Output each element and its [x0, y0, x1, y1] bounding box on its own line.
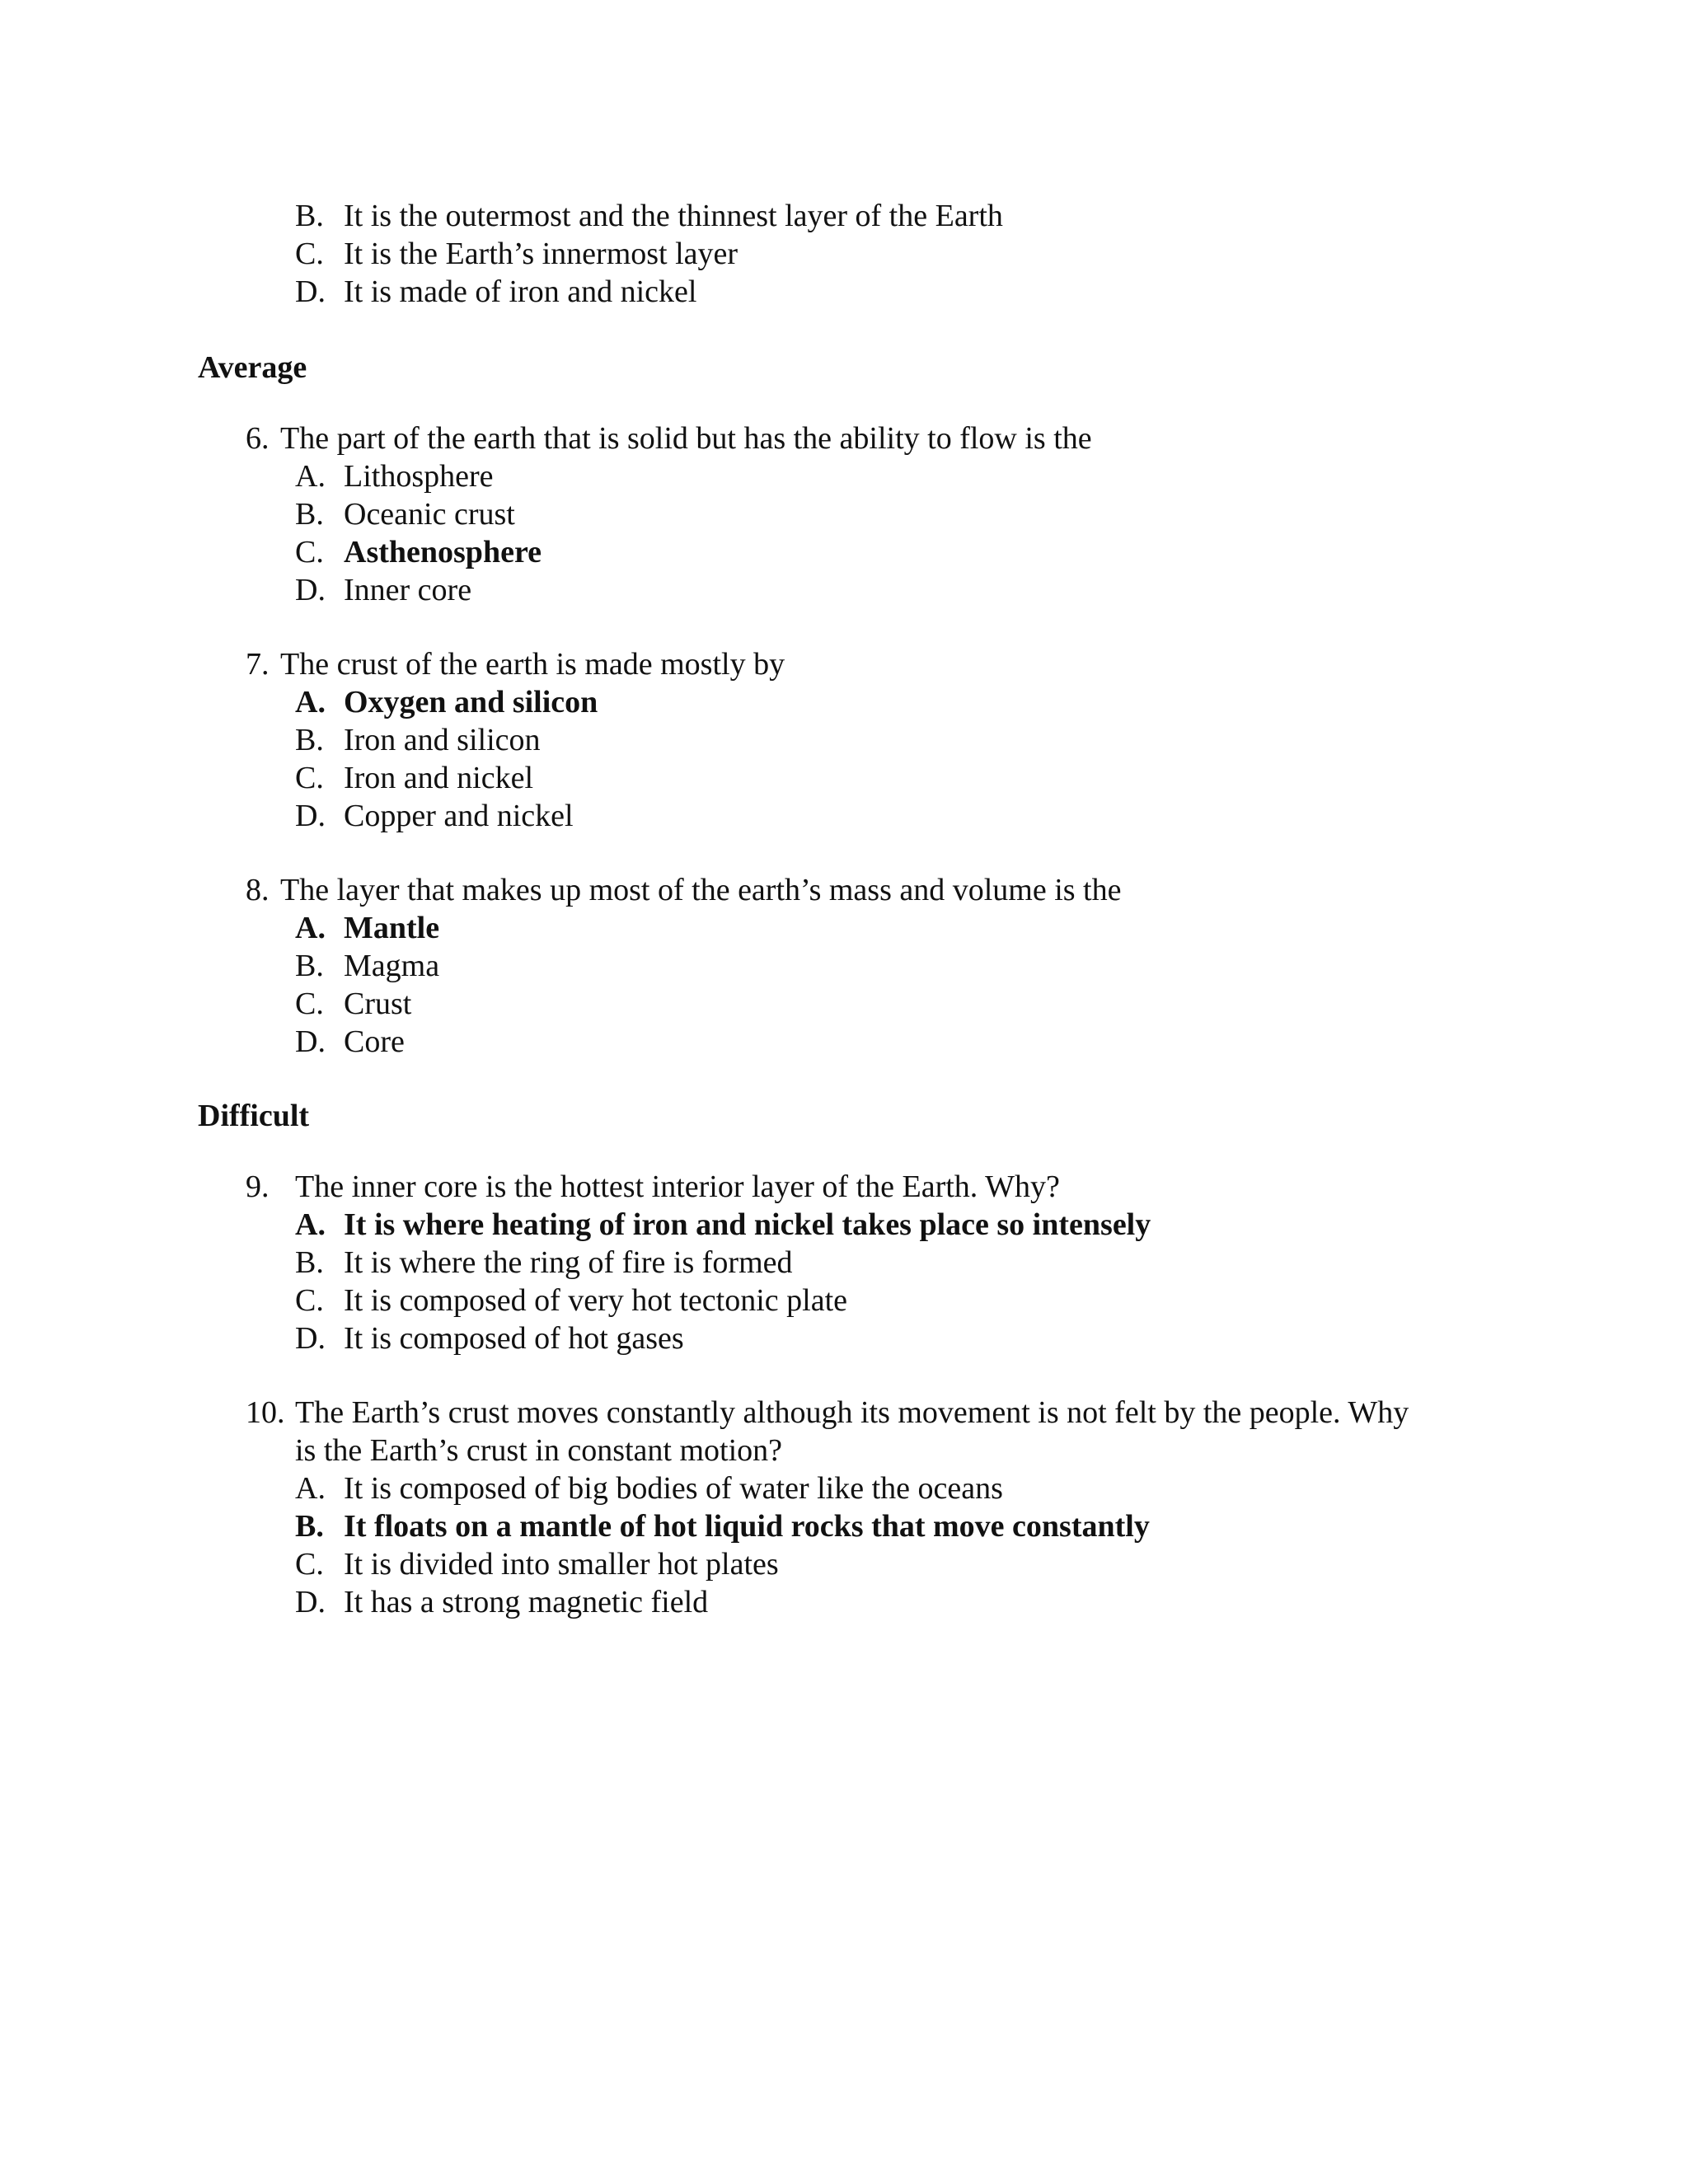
option-text: Magma [344, 949, 440, 983]
option-letter: B. [295, 723, 324, 757]
option-text: It is composed of big bodies of water like the oceans [344, 1471, 1003, 1506]
option-text: It is composed of very hot tectonic plate [344, 1283, 847, 1318]
option-letter: B. [295, 199, 324, 233]
option-letter: D. [295, 799, 326, 833]
option-letter: B. [295, 497, 324, 532]
option-text: It is the outermost and the thinnest layer of the Earth [344, 199, 1003, 233]
question-number: 10. [246, 1395, 285, 1430]
question-text: The layer that makes up most of the earth’s mass and volume is the [280, 873, 1122, 907]
option-text-correct: Oxygen and silicon [344, 685, 598, 719]
option-text: Inner core [344, 573, 472, 607]
option-letter: D. [295, 274, 326, 309]
option-letter: C. [295, 237, 324, 271]
question-text-line-1: The Earth’s crust moves constantly although its movement is not felt by the people. Why [295, 1395, 1409, 1430]
option-text-correct: It is where heating of iron and nickel takes place so intensely [344, 1207, 1151, 1242]
question-number: 8. [246, 873, 270, 907]
option-letter: A. [295, 1207, 326, 1242]
option-text-correct: It floats on a mantle of hot liquid rocks that move constantly [344, 1509, 1150, 1544]
option-letter: A. [295, 1471, 326, 1506]
question-number: 6. [246, 421, 270, 456]
option-text: It is made of iron and nickel [344, 274, 697, 309]
option-letter: C. [295, 987, 324, 1021]
option-text: It is where the ring of fire is formed [344, 1245, 793, 1280]
question-text: The inner core is the hottest interior layer of the Earth. Why? [295, 1169, 1060, 1204]
option-text: Iron and silicon [344, 723, 541, 757]
option-letter: B. [295, 1245, 324, 1280]
option-letter: A. [295, 459, 326, 494]
question-number: 9. [246, 1169, 270, 1204]
option-text: Core [344, 1024, 405, 1059]
option-text: Crust [344, 987, 412, 1021]
option-letter: B. [295, 1509, 324, 1544]
question-text: The part of the earth that is solid but has the ability to flow is the [280, 421, 1092, 456]
option-text: It is composed of hot gases [344, 1321, 684, 1356]
option-letter: D. [295, 573, 326, 607]
option-text: It is the Earth’s innermost layer [344, 237, 738, 271]
option-letter: C. [295, 1283, 324, 1318]
option-letter: C. [295, 1547, 324, 1582]
option-text: Oceanic crust [344, 497, 515, 532]
option-letter: C. [295, 535, 324, 569]
option-text: Copper and nickel [344, 799, 574, 833]
option-letter: D. [295, 1024, 326, 1059]
option-letter: A. [295, 911, 326, 945]
option-letter: C. [295, 761, 324, 795]
section-heading-average: Average [198, 350, 307, 385]
option-text: Iron and nickel [344, 761, 534, 795]
option-letter: A. [295, 685, 326, 719]
option-letter: D. [295, 1585, 326, 1619]
question-number: 7. [246, 647, 270, 682]
question-text: The crust of the earth is made mostly by [280, 647, 785, 682]
option-letter: D. [295, 1321, 326, 1356]
option-text: It is divided into smaller hot plates [344, 1547, 779, 1582]
option-letter: B. [295, 949, 324, 983]
option-text: It has a strong magnetic field [344, 1585, 709, 1619]
question-text-line-2: is the Earth’s crust in constant motion? [295, 1433, 783, 1468]
section-heading-difficult: Difficult [198, 1099, 310, 1133]
option-text-correct: Asthenosphere [344, 535, 542, 569]
option-text: Lithosphere [344, 459, 494, 494]
option-text-correct: Mantle [344, 911, 440, 945]
